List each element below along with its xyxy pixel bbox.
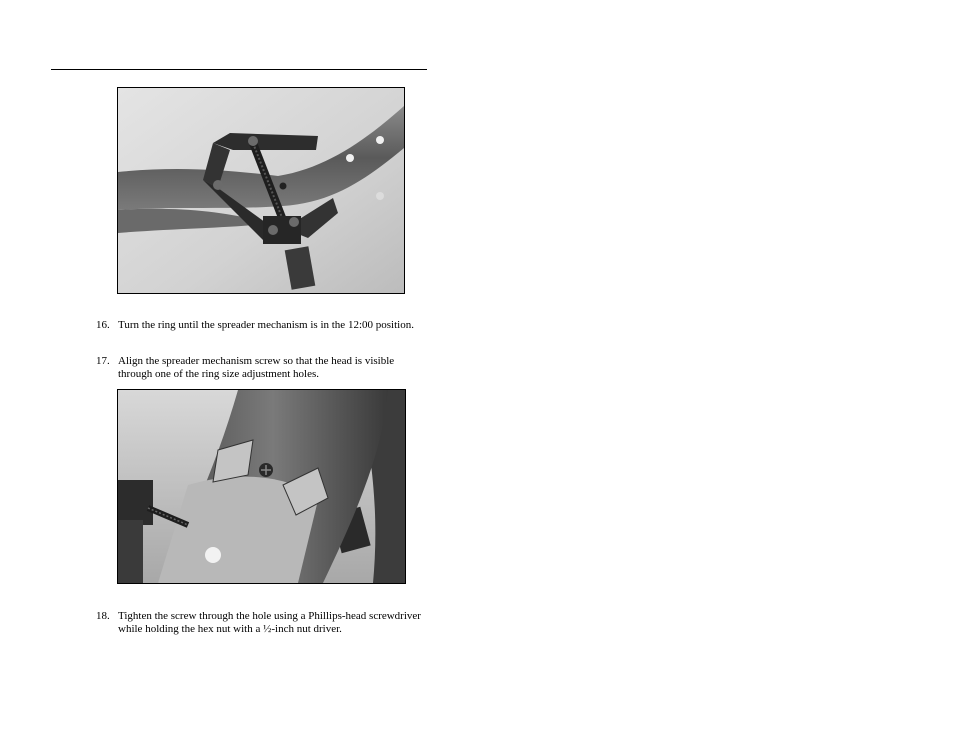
step-number: 16. bbox=[96, 319, 110, 331]
header-rule bbox=[51, 69, 427, 70]
step-number: 17. bbox=[96, 355, 110, 367]
step-text: Tighten the screw through the hole using a Phillips-head screwdriver while holding the hex nut with a ½-inch nut driver. bbox=[118, 610, 421, 635]
spreader-mechanism-photo bbox=[117, 87, 405, 294]
step-text: Turn the ring until the spreader mechanism is in the 12:00 position. bbox=[118, 319, 414, 331]
screw-alignment-photo bbox=[117, 389, 406, 584]
step-text: Align the spreader mechanism screw so that the head is visible through one of the ring size adjustment holes. bbox=[118, 355, 395, 380]
step-number: 18. bbox=[96, 610, 110, 622]
